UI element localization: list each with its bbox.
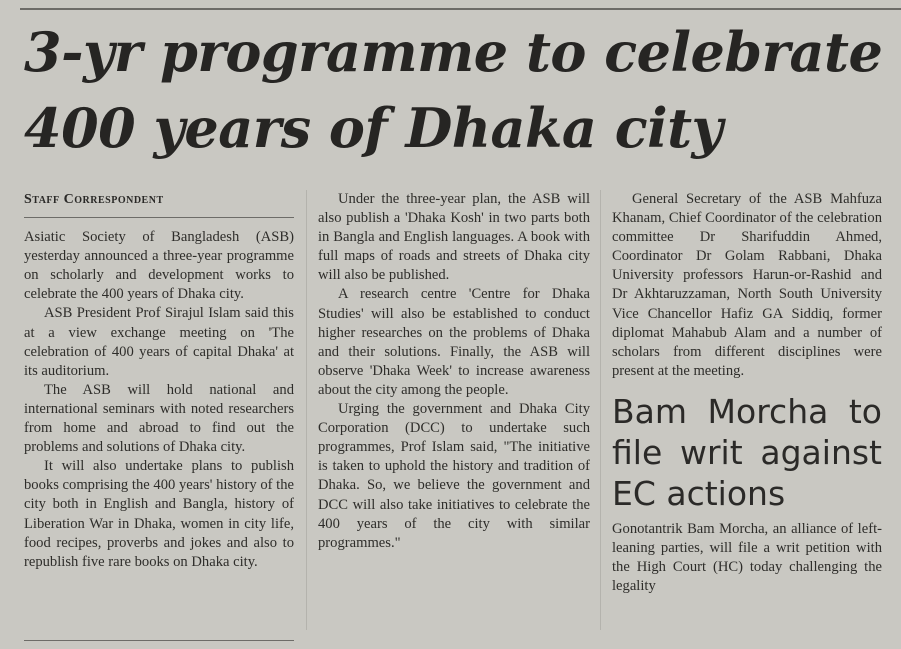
- top-rule: [20, 8, 901, 10]
- paragraph: Under the three-year plan, the ASB will also publish a 'Dhaka Kosh' in two parts both in Bangla and English languages. A book with full maps of roads and streets of Dhaka city will also be published.: [318, 191, 590, 284]
- paragraph: It will also undertake plans to publish books comprising the 400 years' history of the city both in English and Bangla, history of Liberation War in Dhaka, women in city life, food recipes, proverbs and jokes and also to republish five rare books on Dhaka city.: [24, 458, 294, 570]
- second-story-headline: Bam Morcha to file writ against EC actions: [612, 391, 882, 513]
- column-2: [318, 190, 590, 553]
- second-story-lead: Gonotantrik Bam Morcha, an alliance of left-leaning parties, will file a writ petition with the High Court (HC) today challenging the legality: [612, 520, 882, 595]
- byline: Staff Correspondent: [24, 192, 164, 207]
- byline-rule: [24, 217, 294, 218]
- bottom-rule: [24, 640, 294, 641]
- headline-line-2: 400 years of Dhaka city: [24, 96, 723, 160]
- headline: [24, 14, 894, 166]
- paragraph: ASB President Prof Sirajul Islam said this at a view exchange meeting on 'The celebration of 400 years of capital Dhaka' at its auditorium.: [24, 305, 294, 379]
- headline-line-1: 3-yr programme to celebrate: [24, 20, 883, 84]
- paragraph: General Secretary of the ASB Mahfuza Khanam, Chief Coordinator of the celebration committee Dr Sharifuddin Ahmed, Coordinator Dr Golam Rabbani, Dhaka University professors Harun-or-Rashid and Dr Akhtaruzzaman, North South University Vice Chancellor Hafiz GA Siddiq, former diplomat Mahabub Alam and a number of scholars from different disciplines were present at the meeting.: [612, 191, 882, 379]
- paragraph: A research centre 'Centre for Dhaka Studies' will also be established to conduct higher researches on the problems of Dhaka and their solutions. Finally, the ASB will observe 'Dhaka Week' to increase awareness about the city among the people.: [318, 286, 590, 398]
- paragraph: The ASB will hold national and international seminars with noted researchers from home and abroad to find out the problems and solutions of Dhaka city.: [24, 381, 294, 456]
- column-divider: [306, 190, 307, 630]
- paragraph: Asiatic Society of Bangladesh (ASB) yesterday announced a three-year programme on scholarly and development works to celebrate the 400 years of Dhaka city.: [24, 229, 294, 303]
- column-divider: [600, 190, 601, 630]
- column-3: [612, 190, 882, 596]
- paragraph: Urging the government and Dhaka City Corporation (DCC) to undertake such programmes, Prof Islam said, "The initiative is taken to uphold the history and tradition of Dhaka. So, we believe the government and DCC will also take initiatives to celebrate the 400 years of the city with similar programmes.": [318, 401, 590, 551]
- column-1: [24, 190, 294, 572]
